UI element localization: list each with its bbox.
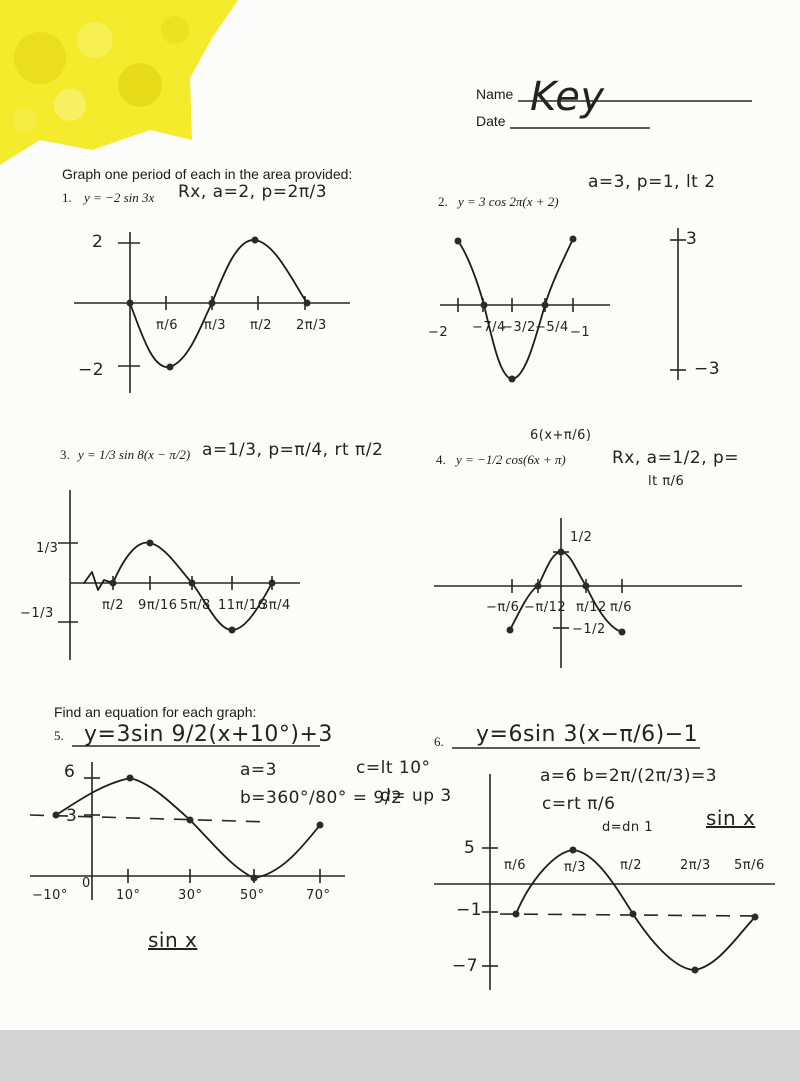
p6-number: 6.: [434, 734, 444, 749]
g5-xlabel-2: 0: [82, 876, 91, 891]
g3-xlabel-1: π/2: [102, 598, 124, 613]
g6-xlabel-5: 5π/6: [734, 858, 765, 873]
section2-instruction: Find an equation for each graph:: [54, 704, 257, 720]
p2-notes: a=3, p=1, lt 2: [588, 172, 716, 192]
p6-answer: y=6sin 3(x−π/6)−1: [476, 722, 699, 747]
p5-work-c: c=lt 10°: [356, 758, 431, 778]
g3-xlabel-2: 9π/16: [138, 598, 178, 613]
g6-ylabel-5: 5: [464, 838, 476, 858]
g3-xlabel-5: 3π/4: [260, 598, 291, 613]
g2-xlabel-1: −2: [428, 325, 449, 340]
g5-xlabel-6: 70°: [306, 888, 331, 903]
name-label: Name: [476, 86, 514, 102]
p4-above-note: 6(x+π/6): [530, 428, 592, 443]
g2-xlabel-3: −3/2: [502, 320, 536, 335]
name-value: Key: [530, 74, 605, 120]
p5-work-b: b=360°/80° = 9/2: [240, 788, 403, 808]
p4-notes2: lt π/6: [648, 474, 685, 489]
g6-xlabel-4: 2π/3: [680, 858, 711, 873]
p3-equation: y = 1/3 sin 8(x − π/2): [78, 447, 191, 462]
g1-xlabel-3: π/2: [250, 318, 272, 333]
g3-ylabel-top: 1/3: [36, 541, 59, 556]
g4-xlabel-3: π/12: [576, 600, 607, 615]
g5-ylabel-3: 3: [66, 806, 78, 826]
g4-ylabel-top: 1/2: [570, 530, 593, 545]
p1-number: 1.: [62, 190, 72, 205]
p2-equation: y = 3 cos 2π(x + 2): [458, 194, 559, 209]
g1-ylabel-top: 2: [92, 232, 104, 252]
g3-xlabel-4: 11π/16: [218, 598, 267, 613]
g5-xlabel-4: 30°: [178, 888, 203, 903]
p5-work-a: a=3: [240, 760, 277, 780]
g4-xlabel-2: −π/12: [524, 600, 567, 615]
g5-xlabel-3: 10°: [116, 888, 141, 903]
p5-answer: y=3sin 9/2(x+10°)+3: [84, 722, 333, 747]
section1-instruction: Graph one period of each in the area provided:: [62, 166, 353, 182]
g1-xlabel-4: 2π/3: [296, 318, 327, 333]
p4-number: 4.: [436, 452, 446, 467]
p6-work-ab: a=6 b=2π/(2π/3)=3: [540, 766, 718, 786]
g5-xlabel-5: 50°: [240, 888, 265, 903]
p6-work-c: c=rt π/6: [542, 794, 616, 814]
g2-xlabel-5: −1: [570, 325, 591, 340]
p5-number: 5.: [54, 728, 64, 743]
g5-xlabel-1: −10°: [32, 888, 68, 903]
p2-number: 2.: [438, 194, 448, 209]
p6-work-sin: sin x: [706, 806, 756, 830]
g1-xlabel-1: π/6: [156, 318, 178, 333]
g4-xlabel-4: π/6: [610, 600, 632, 615]
g3-xlabel-3: 5π/8: [180, 598, 211, 613]
p5-work-d: d= up 3: [380, 786, 452, 806]
g4-ylabel-bottom: −1/2: [572, 622, 606, 637]
p6-work-d: d=dn 1: [602, 820, 654, 835]
g2-xlabel-4: −5/4: [535, 320, 569, 335]
p5-work-sin: sin x: [148, 928, 198, 952]
g6-ylabel-neg1: −1: [456, 900, 483, 920]
g4-xlabel-1: −π/6: [486, 600, 520, 615]
g3-ylabel-bottom: −1/3: [20, 606, 54, 621]
p3-number: 3.: [60, 447, 70, 462]
scan-margin: [0, 1030, 800, 1082]
g2-aux-top: 3: [686, 229, 698, 249]
g2-xlabel-2: −7/4: [472, 320, 506, 335]
p3-notes: a=1/3, p=π/4, rt π/2: [202, 440, 384, 460]
p1-notes: Rx, a=2, p=2π/3: [178, 182, 328, 202]
g6-xlabel-2: π/3: [564, 860, 586, 875]
g2-aux-bottom: −3: [694, 359, 721, 379]
g6-ylabel-neg7: −7: [452, 956, 479, 976]
g1-ylabel-bottom: −2: [78, 360, 105, 380]
date-label: Date: [476, 113, 506, 129]
g6-xlabel-3: π/2: [620, 858, 642, 873]
g6-xlabel-1: π/6: [504, 858, 526, 873]
p4-equation: y = −1/2 cos(6x + π): [456, 452, 566, 467]
p4-notes: Rx, a=1/2, p=: [612, 448, 740, 468]
p1-equation: y = −2 sin 3x: [84, 190, 155, 205]
g5-ylabel-6: 6: [64, 762, 76, 782]
g1-xlabel-2: π/3: [204, 318, 226, 333]
